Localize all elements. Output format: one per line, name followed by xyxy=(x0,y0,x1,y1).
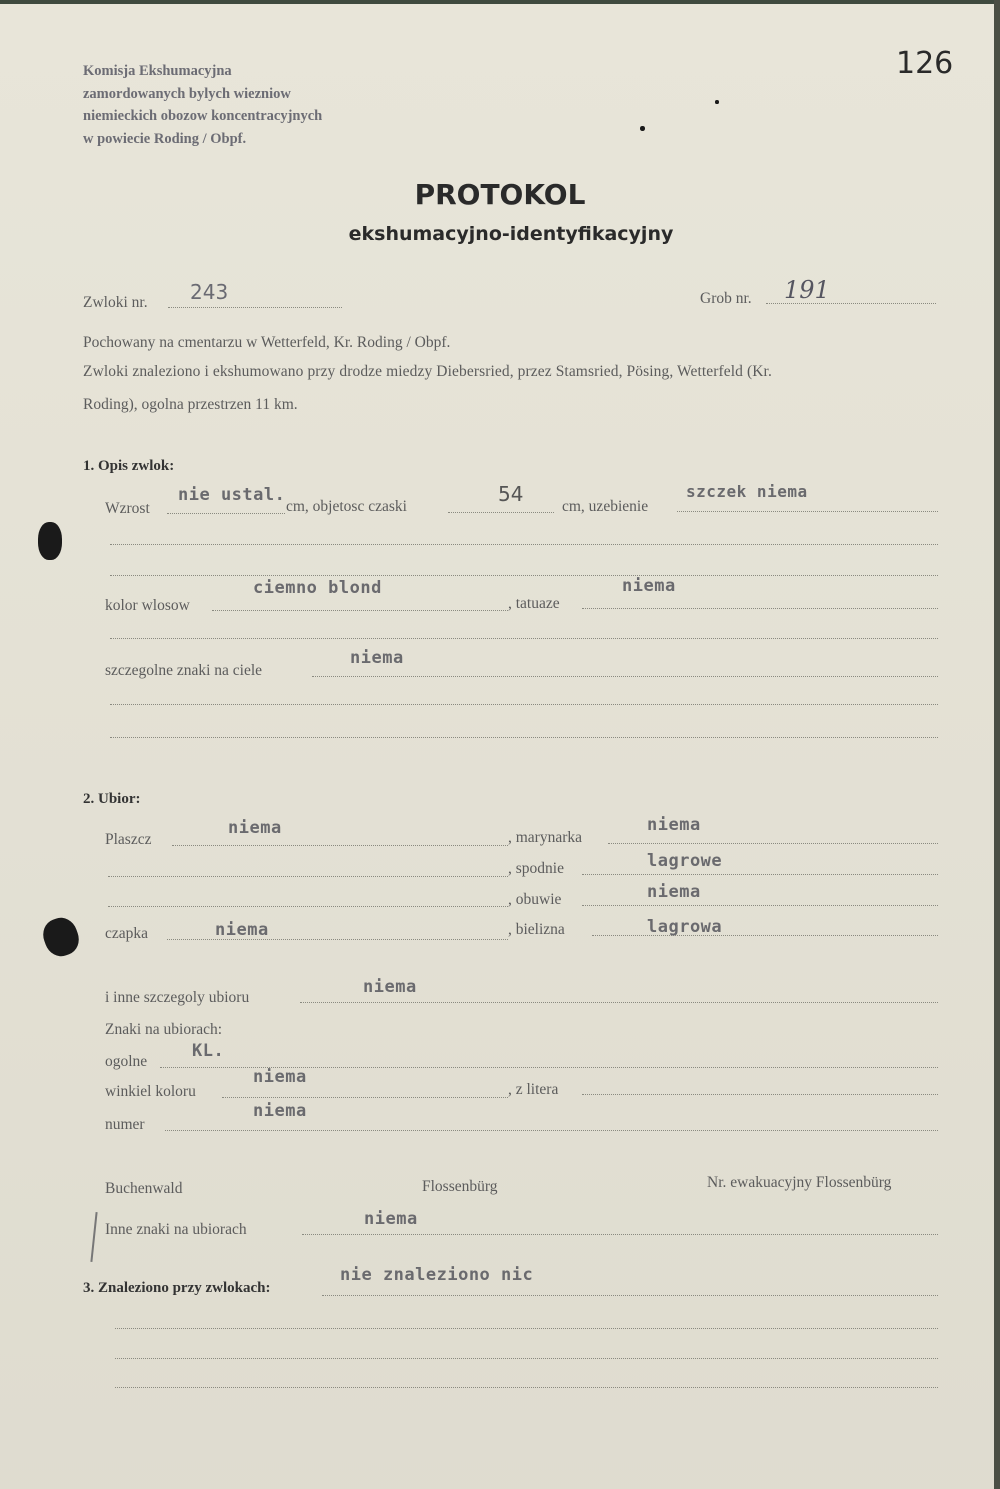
inne-szczegoly-label: i inne szczegoly ubioru xyxy=(105,989,250,1006)
obuwie-label: , obuwie xyxy=(508,891,562,908)
grob-label: Grob nr. xyxy=(700,290,752,307)
ink-speck xyxy=(640,126,645,131)
cm-uzebienie-label: cm, uzebienie xyxy=(562,498,649,515)
binder-hole-mark xyxy=(38,522,62,560)
ogolne-value: KL. xyxy=(192,1041,225,1061)
czapka-label: czapka xyxy=(105,925,149,942)
czapka-value: niema xyxy=(215,920,269,940)
grob-value: 191 xyxy=(784,276,830,304)
top-edge xyxy=(0,0,1000,4)
marynarka-value: niema xyxy=(647,815,701,835)
z-litera-label: , z litera xyxy=(508,1081,559,1098)
tatuaze-label: , tatuaze xyxy=(508,595,560,612)
zwloki-value: 243 xyxy=(190,280,229,304)
kolor-wlosow-label: kolor wlosow xyxy=(105,597,190,614)
header-line-4: w powiecie Roding / Obpf. xyxy=(83,131,247,147)
section-1-heading: 1. Opis zwlok: xyxy=(83,458,175,474)
header-line-3: niemieckich obozow koncentracyjnych xyxy=(83,108,323,124)
intro-line-2: Zwloki znaleziono i ekshumowano przy drodze miedzy Diebersried, przez Stamsried, Pösing, Wetterfeld (Kr. xyxy=(83,363,772,380)
inne-znaki-value: niema xyxy=(364,1209,418,1229)
czaszka-value: 54 xyxy=(498,482,524,506)
nr-ewakuacyjny-label: Nr. ewakuacyjny Flossenbürg xyxy=(707,1174,892,1191)
bielizna-value: lagrowa xyxy=(647,917,723,937)
inne-szczegoly-value: niema xyxy=(363,977,417,997)
plaszcz-label: Plaszcz xyxy=(105,831,152,848)
header-line-2: zamordowanych bylych wiezniow xyxy=(83,86,291,102)
spodnie-label: , spodnie xyxy=(508,860,564,877)
cm-objetosc-label: cm, objetosc czaski xyxy=(286,498,407,515)
buchenwald-label: Buchenwald xyxy=(105,1180,183,1197)
document-title: PROTOKOL xyxy=(414,178,586,211)
zwloki-label: Zwloki nr. xyxy=(83,294,148,311)
pencil-mark xyxy=(90,1212,97,1262)
page-number: 126 xyxy=(896,46,954,81)
flossenburg-label: Flossenbürg xyxy=(422,1178,498,1195)
section-3-heading: 3. Znaleziono przy zwlokach: xyxy=(83,1280,271,1296)
numer-value: niema xyxy=(253,1101,307,1121)
kolor-wlosow-value: ciemno blond xyxy=(253,578,382,598)
intro-line-3: Roding), ogolna przestrzen 11 km. xyxy=(83,396,298,413)
tatuaze-value: niema xyxy=(622,576,676,596)
znaki-na-ciele-label: szczegolne znaki na ciele xyxy=(105,662,263,679)
document-subtitle: ekshumacyjno-identyfikacyjny xyxy=(348,223,674,245)
inne-znaki-label: Inne znaki na ubiorach xyxy=(105,1221,247,1238)
bielizna-label: , bielizna xyxy=(508,921,565,938)
wzrost-label: Wzrost xyxy=(105,500,150,517)
znaki-na-ubiorach-label: Znaki na ubiorach: xyxy=(105,1021,223,1038)
numer-label: numer xyxy=(105,1116,145,1133)
binder-hole-mark xyxy=(39,913,84,960)
section-2-heading: 2. Ubior: xyxy=(83,791,141,807)
marynarka-label: , marynarka xyxy=(508,829,583,846)
spodnie-value: lagrowe xyxy=(647,851,723,871)
section-3-value: nie znaleziono nic xyxy=(340,1265,534,1285)
winkiel-koloru-label: winkiel koloru xyxy=(105,1083,196,1100)
wzrost-value: nie ustal. xyxy=(178,485,286,505)
obuwie-value: niema xyxy=(647,882,701,902)
plaszcz-value: niema xyxy=(228,818,282,838)
winkiel-koloru-value: niema xyxy=(253,1067,307,1087)
intro-line-1: Pochowany na cmentarzu w Wetterfeld, Kr. Roding / Obpf. xyxy=(83,334,451,351)
znaki-na-ciele-value: niema xyxy=(350,648,404,668)
ogolne-label: ogolne xyxy=(105,1053,148,1070)
ink-speck xyxy=(715,100,719,104)
header-line-1: Komisja Ekshumacyjna xyxy=(83,63,232,79)
uzebienie-value: szczek niema xyxy=(686,482,808,501)
